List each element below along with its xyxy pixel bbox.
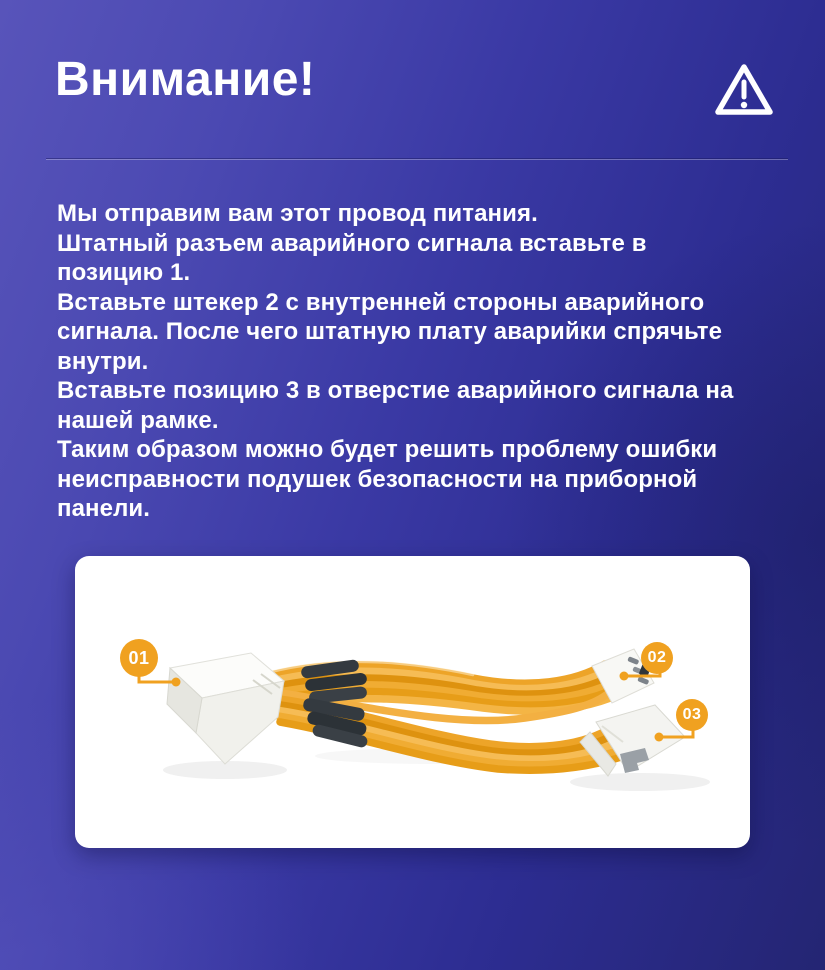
callout-label: 01 (128, 647, 150, 668)
page-title: Внимание! (55, 53, 316, 106)
left-connector (167, 653, 284, 764)
divider (46, 159, 788, 160)
instruction-paragraph: Мы отправим вам этот провод питания. (57, 200, 538, 227)
callout-label: 03 (682, 706, 702, 723)
product-image-card (75, 556, 750, 848)
instruction-paragraph: Вставьте штекер 2 с внутренней стороны аварийного сигнала. После чего штатную плату аварийки спрячьте внутри. (57, 288, 723, 375)
callout-badge-01 (120, 639, 158, 677)
cable-harness-image (75, 556, 750, 848)
callout-label: 02 (647, 649, 667, 666)
instruction-paragraph: Штатный разъем аварийного сигнала вставьте в позицию 1. (57, 229, 647, 286)
callout-badge-03 (676, 699, 708, 731)
warning-triangle-icon (711, 60, 777, 120)
instruction-paragraph: Вставьте позицию 3 в отверстие аварийного сигнала на нашей рамке. (57, 377, 734, 434)
instructions-text (57, 199, 749, 524)
callout-badge-02 (641, 642, 673, 674)
instruction-paragraph: Таким образом можно будет решить проблему ошибки неисправности подушек безопасности на приборной панели. (57, 436, 718, 522)
